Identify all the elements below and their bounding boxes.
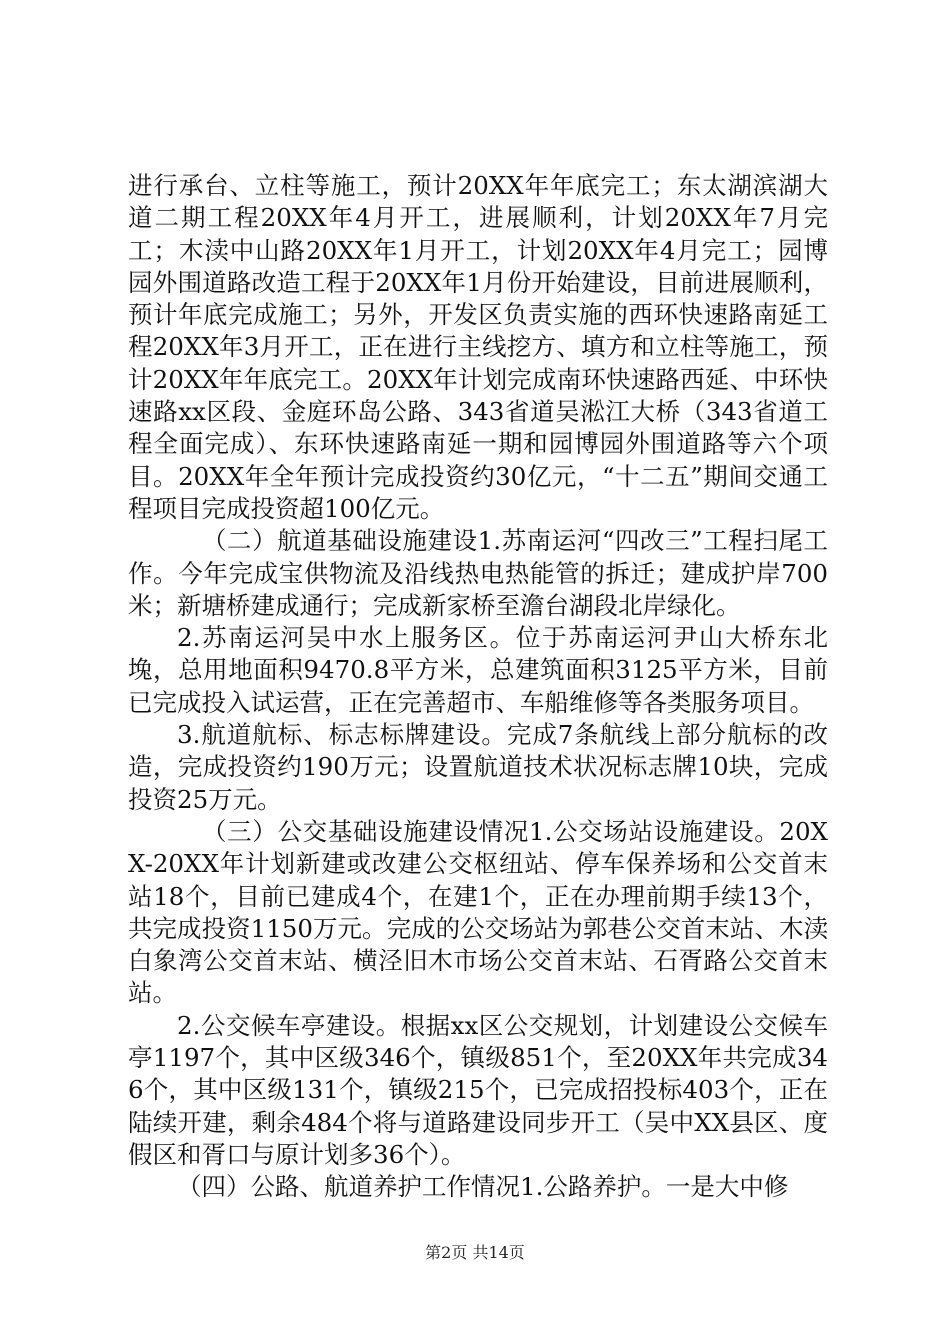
- paragraph-navigation-marks: 3.航道航标、标志标牌建设。完成7条航线上部分航标的改造，完成投资约190万元；设置航道技术状况标志牌10块，完成投资25万元。: [128, 720, 828, 814]
- document-body: [128, 170, 828, 1204]
- paragraph-water-service-area: 2.苏南运河吴中水上服务区。位于苏南运河尹山大桥东北堍，总用地面积9470.8平方米，总建筑面积3125平方米，目前已完成投入试运营，正在完善超市、车船维修等各类服务项目。: [128, 623, 828, 717]
- paragraph-bus-infrastructure: （三）公交基础设施建设情况1.公交场站设施建设。20XX-20XX年计划新建或改建公交枢纽站、停车保养场和公交首末站18个，目前已建成4个，在建1个，正在办理前期手续13个，共完成投资1150万元。完成的公交场站为郭巷公交首末站、木渎白象湾公交首末站、横泾旧木市场公交首末站、石胥路公交首末站。: [128, 816, 828, 1008]
- paragraph-bus-shelters: 2.公交候车亭建设。根据xx区公交规划，计划建设公交候车亭1197个，其中区级346个，镇级851个，至20XX年共完成346个，其中区级131个，镇级215个，已完成招投标403个，正在陆续开建，剩余484个将与道路建设同步开工（吴中XX县区、度假区和胥口与原计划多36个）。: [128, 1010, 828, 1169]
- paragraph-waterway-infrastructure: （二）航道基础设施建设1.苏南运河“四改三”工程扫尾工作。今年完成宝供物流及沿线热电热能管的拆迁；建成护岸700米；新塘桥建成通行；完成新家桥至澹台湖段北岸绿化。: [128, 526, 828, 620]
- page-footer: 第2页 共14页: [425, 1243, 525, 1262]
- paragraph-maintenance: （四）公路、航道养护工作情况1.公路养护。一是大中修: [177, 1172, 789, 1202]
- paragraph-road-projects: 进行承台、立柱等施工，预计20XX年年底完工；东太湖滨湖大道二期工程20XX年4月开工，进展顺利，计划20XX年7月完工；木渎中山路20XX年1月开工，计划20XX年4月完工；园博园外围道路改造工程于20XX年1月份开始建设，目前进展顺利，预计年底完成施工；另外，开发区负责实施的西环快速路南延工程20XX年3月开工，正在进行主线挖方、填方和立柱等施工，预计20XX年年底完工。20XX年计划完成南环快速路西延、中环快速路xx区段、金庭环岛公路、343省道吴淞江大桥（343省道工程全面完成）、东环快速路南延一期和园博园外围道路等六个项目。20XX年全年预计完成投资约30亿元，“十二五”期间交通工程项目完成投资超100亿元。: [128, 171, 828, 523]
